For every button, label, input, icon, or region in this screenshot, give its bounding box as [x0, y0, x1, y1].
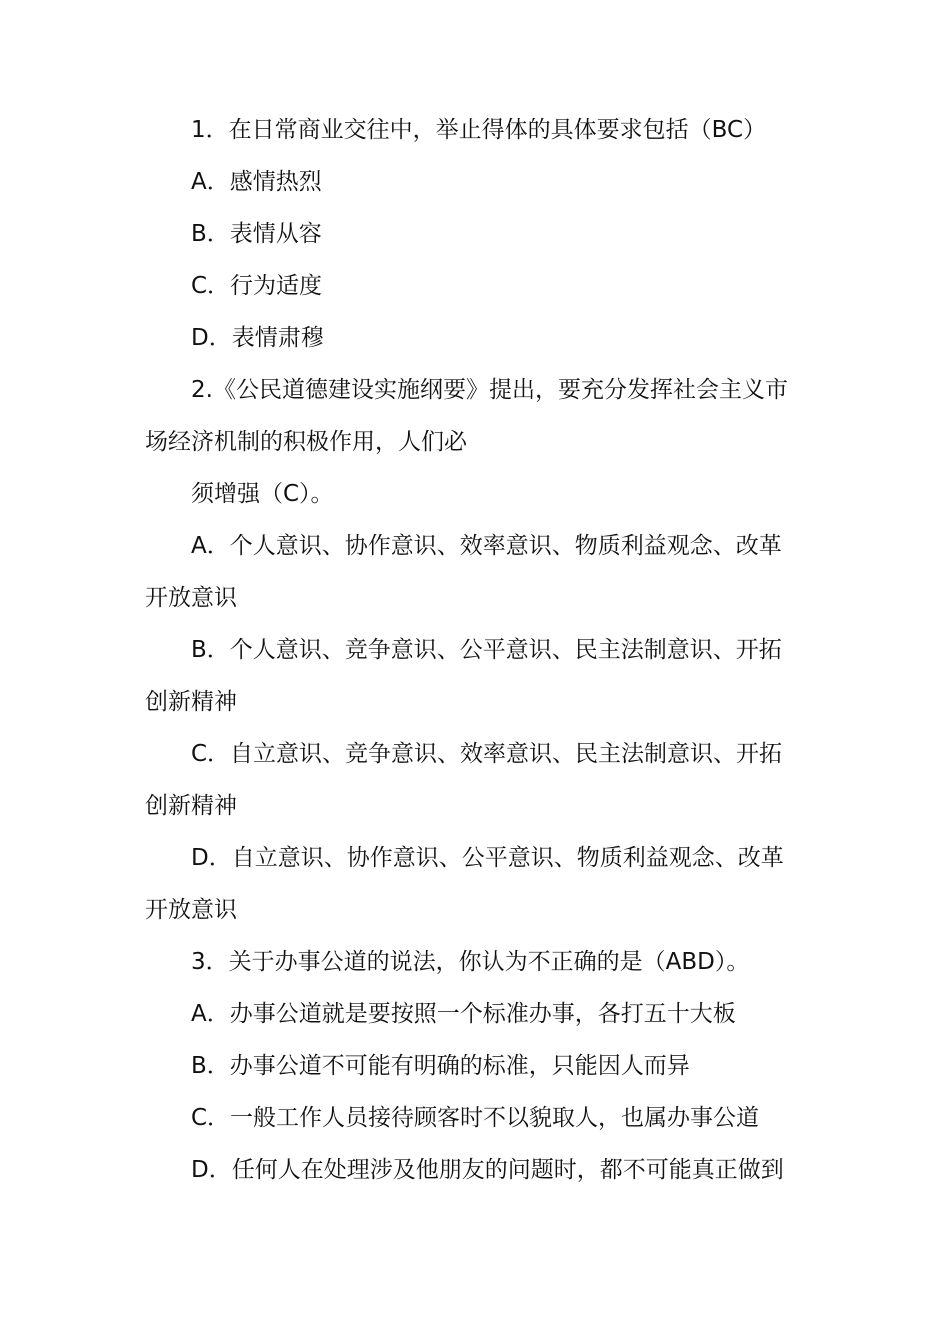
- question-2-line-1: 2.《公民道德建设实施纲要》提出，要充分发挥社会主义市: [191, 377, 788, 403]
- question-2-line-2: 场经济机制的积极作用，人们必: [145, 429, 467, 455]
- question-2-option-d-line-1: D．自立意识、协作意识、公平意识、物质利益观念、改革: [191, 845, 784, 871]
- question-1-option-c: C．行为适度: [191, 273, 323, 299]
- question-2-option-d-line-2: 开放意识: [145, 897, 237, 923]
- question-3-option-a: A．办事公道就是要按照一个标准办事，各打五十大板: [191, 1001, 736, 1027]
- question-2-option-b-line-1: B．个人意识、竞争意识、公平意识、民主法制意识、开拓: [191, 637, 782, 663]
- question-2-option-c-line-1: C．自立意识、竞争意识、效率意识、民主法制意识、开拓: [191, 741, 783, 767]
- question-3-option-b: B．办事公道不可能有明确的标准，只能因人而异: [191, 1053, 690, 1079]
- question-1: 1．在日常商业交往中，举止得体的具体要求包括（BC）: [191, 117, 767, 143]
- question-3-option-d: D．任何人在处理涉及他朋友的问题时，都不可能真正做到: [191, 1157, 784, 1183]
- question-2-option-c-line-2: 创新精神: [145, 793, 237, 819]
- question-2-option-b-line-2: 创新精神: [145, 689, 237, 715]
- question-2-option-a-line-1: A．个人意识、协作意识、效率意识、物质利益观念、改革: [191, 533, 782, 559]
- document-body: [145, 104, 815, 1196]
- question-2-option-a-line-2: 开放意识: [145, 585, 237, 611]
- question-3-option-c: C．一般工作人员接待顾客时不以貌取人，也属办事公道: [191, 1105, 760, 1131]
- question-1-option-d: D．表情肃穆: [191, 325, 324, 351]
- question-1-option-b: B．表情从容: [191, 221, 322, 247]
- question-1-option-a: A．感情热烈: [191, 169, 322, 195]
- question-3: 3．关于办事公道的说法，你认为不正确的是（ABD）。: [191, 949, 750, 975]
- question-2-line-3: 须增强（C）。: [191, 481, 334, 507]
